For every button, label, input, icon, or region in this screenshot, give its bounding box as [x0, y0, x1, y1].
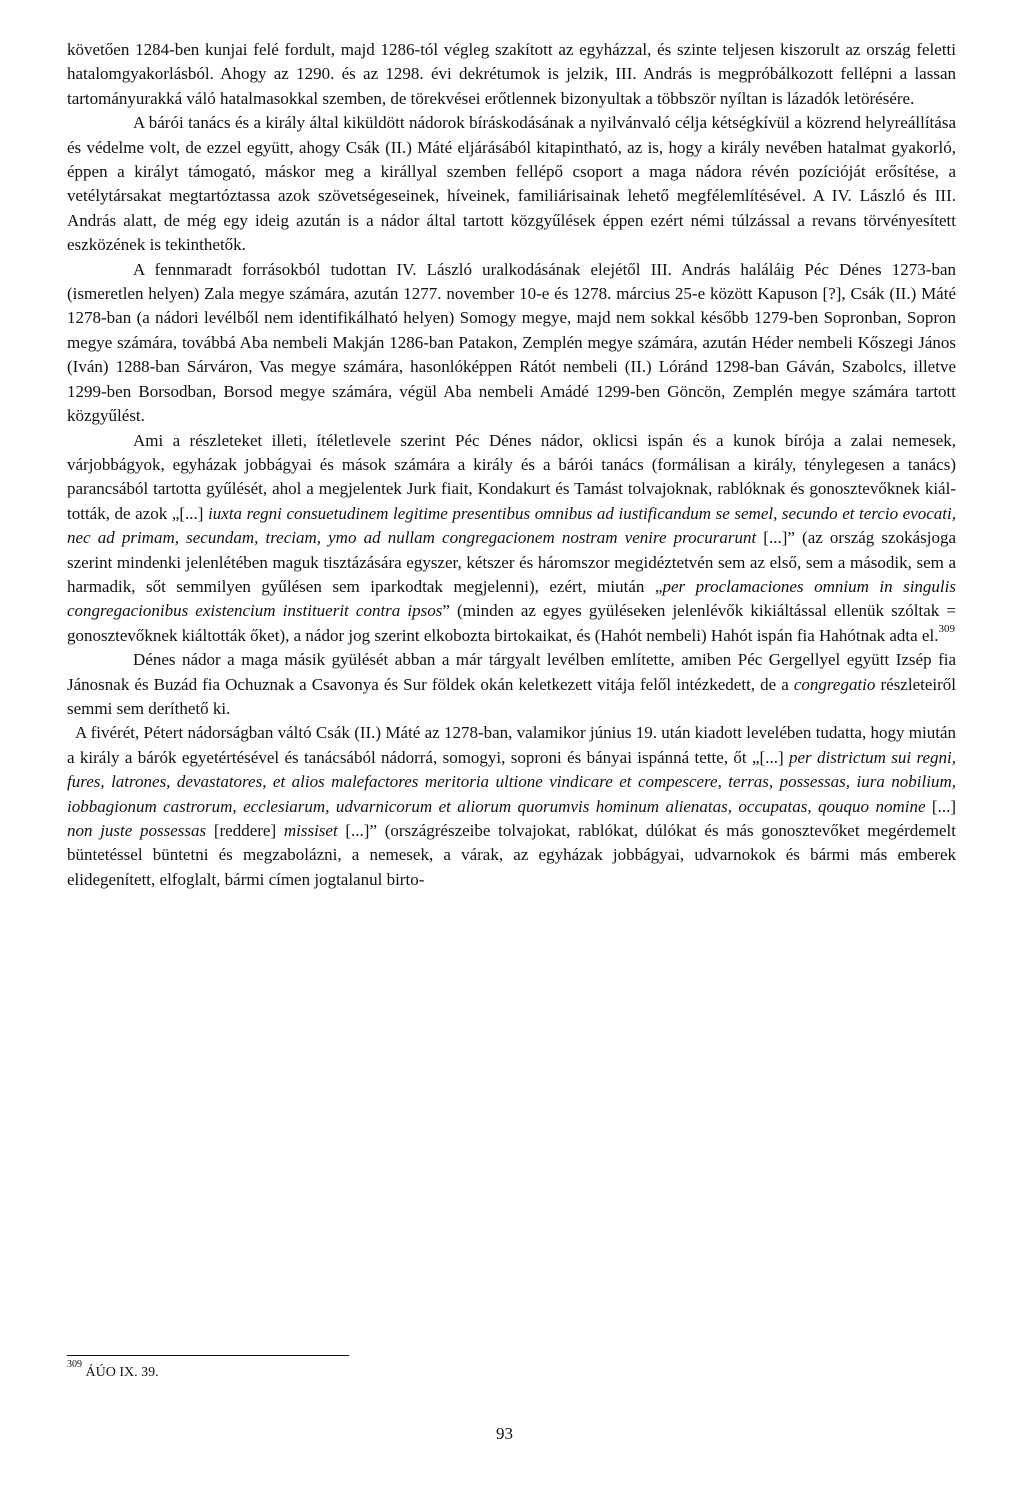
text-run: követően 1284-ben kunjai felé fordult, majd 1286-tól végleg szakított az egyházzal, és szinte teljesen kiszorult az ország feletti hatalomgyakorlásból. Ahogy az 1290. és az 1298. évi dekrétumok is jelzik, III. András is megpróbálkozott fellépni a lassan tartományurakká váló hatalmasokkal szemben, de törekvései erőtlennek bizonyultak a többször nyíltan is lázadók letörésére. — [67, 40, 956, 108]
text-run: Dénes nádor a maga másik gyülését abban a már tárgyalt levélben említette, amiben Péc Gergellyel együtt Izsép fia Jánosnak és Buzád fia Ochuznak a Csavonya és Sur földek okán keletkezett vitája felől intézkedett, de a — [67, 650, 956, 694]
footnote — [67, 1359, 159, 1382]
paragraph — [67, 111, 956, 257]
latin-quote: per proclamaciones omnium in singulis congregacionibus existencium instituerit contra ipsos — [67, 576, 956, 621]
footnote-number: 309 — [67, 1359, 82, 1371]
latin-quote: congregatio — [793, 674, 876, 694]
text-run: részleteiről semmi sem deríthető ki. — [67, 674, 956, 718]
text-run: [reddere] — [206, 821, 284, 840]
main-text — [67, 38, 956, 892]
latin-quote: non juste possessas — [67, 821, 207, 840]
latin-quote: per districtum sui regni, fures, latrones, devastatores, et alios malefactores meritoria ultione vindicare et compescere, terras, possessas, iura nobilium, iobbagionum castrorum, ecclesiarum, udvarnicorum et aliorum quorumvis hominum alienatas, occupatas, qouquo nomine — [67, 747, 956, 816]
page-body — [67, 38, 956, 892]
page-number: 93 — [496, 1424, 513, 1443]
footnote-text: ÁÚO IX. 39. — [85, 1365, 159, 1380]
text-run: A fivérét, Pétert nádorságban váltó Csák (II.) Máté az 1278-ban, valamikor június 19. után kiadott levelében tudatta, hogy miután a király a bárók egyetértésével és tanácsából nádorrá, somogyi, soproni és bányai ispánná tette, őt „[...] — [67, 723, 956, 767]
paragraph — [67, 429, 956, 649]
text-run: ” (minden az egyes gyüléseken jelenlévők kikiáltással ellenük szóltak = gonosztevőknek kiáltották őket), a nádor jog szerint elkobozta birtokaikat, és (Hahót nembeli) Hahót ispán fia Hahótnak adta el. — [67, 601, 956, 645]
paragraph — [67, 721, 956, 892]
text-run: [...] — [925, 796, 956, 816]
latin-quote: missiset — [283, 821, 338, 840]
text-run: [...]” (az ország szokásjoga szerint mindenki jelenlétében maguk tisztázására egyszer, kétszer és háromszor megidéztetvén sem az első, sem a második, sem a harmadik, sőt semmilyen gyűlésen sem iparkodtak megjelenni), ezért, miután „ — [67, 528, 956, 596]
latin-quote: iuxta regni consuetudinem legitime presentibus omnibus ad iustificandum se semel, secundo et tercio evocati, nec ad primam, secundam, treciam, ymo ad nullam congregacionem nostram venire procurarunt — [67, 503, 957, 548]
paragraph — [67, 258, 956, 429]
text-run: [...]” (országrészeibe tolvajokat, rablókat, dúlókat és más gonosztevőket megérdemelt büntetéssel büntetni és megzabolázni, a nemesek, a várak, az egyházak jobbágyai, udvarnokok és bármi más emberek elidegenített, elfoglalt, bármi címen jogtalanul birto- — [67, 821, 957, 889]
paragraph — [67, 38, 956, 111]
text-run: A fennmaradt forrásokból tudottan IV. László uralkodásának elejétől III. András haláláig Péc Dénes 1273-ban (ismeretlen helyen) Zala megye számára, azután 1277. november 10-e és 1278. március 25-e között Kapuson [?], Csák (II.) Máté 1278-ban (a nádori levélből nem identifikálható helyen) Somogy megye, majd nem sokkal később 1279-ben Sopronban, Sopron megye számára, továbbá Aba nembeli Makján 1286-ban Patakon, Zemplén megye számára, azután Héder nembeli Kőszegi János (Iván) 1288-ban Sárváron, Vas megye számára, hasonlóképpen Rátót nembeli (II.) Lóránd 1298-ban Gáván, Szabolcs, illetve 1299-ben Borsodban, Borsod megye számára, végül Aba nembeli Amádé 1299-ben Göncön, Zemplén megye számára tartott közgyűlést. — [67, 259, 956, 426]
text-run: A bárói tanács és a király által kiküldött nádorok bíráskodásának a nyilvánvaló célja kétségkívül a közrend helyreállítása és védelme volt, de ezzel együtt, ahogy Csák (II.) Máté eljárásából kitapintható, az is, hogy a király nevében hatalmat gyakorló, éppen a királyt támogató, máskor meg a királlyal szemben fellépő csoport a maga nádora révén pozícióját erősítése, a vetélytársakat megtartóztassa azok szövetségeseinek, híveinek, familiárisainak lehető megfélemlítésével. A IV. László és III. András alatt, de még egy ideig azután is a nádor által tartott közgyűlések éppen ezért némi túlzással a revans törvényesített eszközének is tekinthetők. — [67, 113, 956, 255]
paragraph — [67, 648, 956, 721]
footnote-separator — [67, 1355, 349, 1356]
text-run: Ami a részleteket illeti, ítéletlevele szerint Péc Dénes nádor, oklicsi ispán és a kunok bírója a zalai nemesek, várjobbágyok, egyházak jobbágyai és mások számára a király és a bárói tanács (formálisan a király, ténylegesen a tanács) parancsából tartotta gyűlését, ahol a megjelentek Jurk fiait, Kondakurt és Tamást tolvajoknak, rablóknak és gonosztevőknek kiáltották, de azok „[...] — [67, 430, 956, 523]
footnote-reference: 309 — [938, 623, 955, 636]
